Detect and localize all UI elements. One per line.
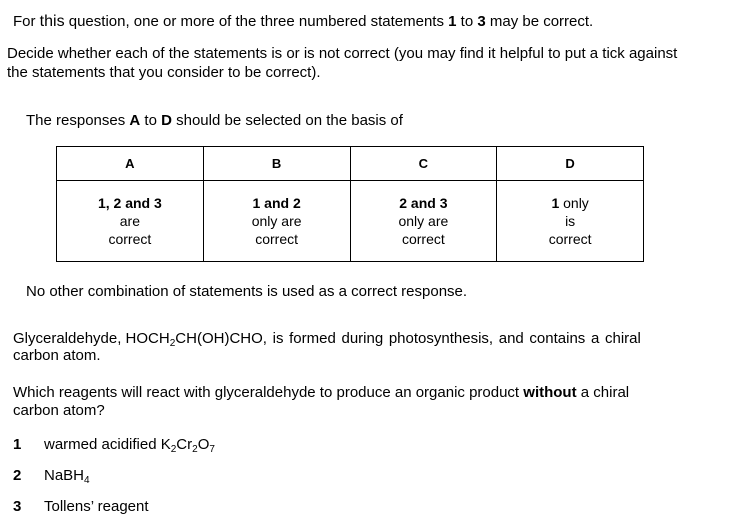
cell-d: [497, 181, 644, 262]
intro-line-3: the statements that you consider to be correct).: [7, 64, 321, 81]
cell-b-line3: correct: [255, 231, 299, 247]
option-1-text: warmed acidified $K_2Cr_2O_7$: [44, 436, 215, 455]
cell-b: [203, 181, 350, 262]
cell-b-line2: only are: [251, 213, 302, 229]
option-2-text: NaBH$_4$: [44, 467, 90, 486]
question-p1-line1: Glyceraldehyde, $HOCH_2CH(OH)CHO$, is formed during photosynthesis, and contains a chiral: [13, 330, 641, 349]
intro-line-1: For this question, one or more of the three numbered statements 1 to 3 may be correct.: [13, 13, 594, 30]
option-3: [0, 497, 400, 517]
option-3-number: 3: [13, 498, 22, 515]
response-table: [56, 146, 644, 262]
basis-text: The responses A to D should be selected on the basis of: [26, 112, 403, 129]
cell-c-line1: 2 and 3: [399, 195, 448, 211]
cell-a-line3: correct: [108, 231, 152, 247]
cell-a: [57, 181, 204, 262]
option-1: [0, 435, 400, 455]
cell-b-line1: 1 and 2: [252, 195, 301, 211]
no-other-text: No other combination of statements is used as a correct response.: [26, 283, 468, 300]
table-header-row: [57, 147, 644, 181]
cell-d-line3: correct: [548, 231, 592, 247]
question-p2-line1: Which reagents will react with glyceraldehyde to produce an organic product without a chiral: [13, 384, 630, 401]
header-d: D: [497, 147, 644, 181]
option-3-text: Tollens’ reagent: [44, 498, 149, 515]
intro-line-2: Decide whether each of the statements is or is not correct (you may find it helpful to put a tick against: [7, 45, 678, 62]
cell-c-line2: only are: [398, 213, 449, 229]
header-c: C: [350, 147, 497, 181]
cell-c: [350, 181, 497, 262]
cell-a-line1: 1, 2 and 3: [97, 195, 162, 211]
option-2: [0, 466, 400, 486]
cell-a-line2: are: [119, 213, 140, 229]
option-2-number: 2: [13, 467, 22, 484]
cell-c-line3: correct: [401, 231, 445, 247]
header-b: B: [203, 147, 350, 181]
header-a: A: [57, 147, 204, 181]
table-row: [57, 181, 644, 262]
option-1-number: 1: [13, 436, 22, 453]
cell-d-line2: is: [565, 213, 576, 229]
cell-d-line1: 1: [551, 195, 560, 211]
question-p2-line2: carbon atom?: [13, 402, 105, 419]
cell-d-line1-rest: only: [559, 195, 589, 211]
question-p1-line2: carbon atom.: [13, 347, 101, 364]
